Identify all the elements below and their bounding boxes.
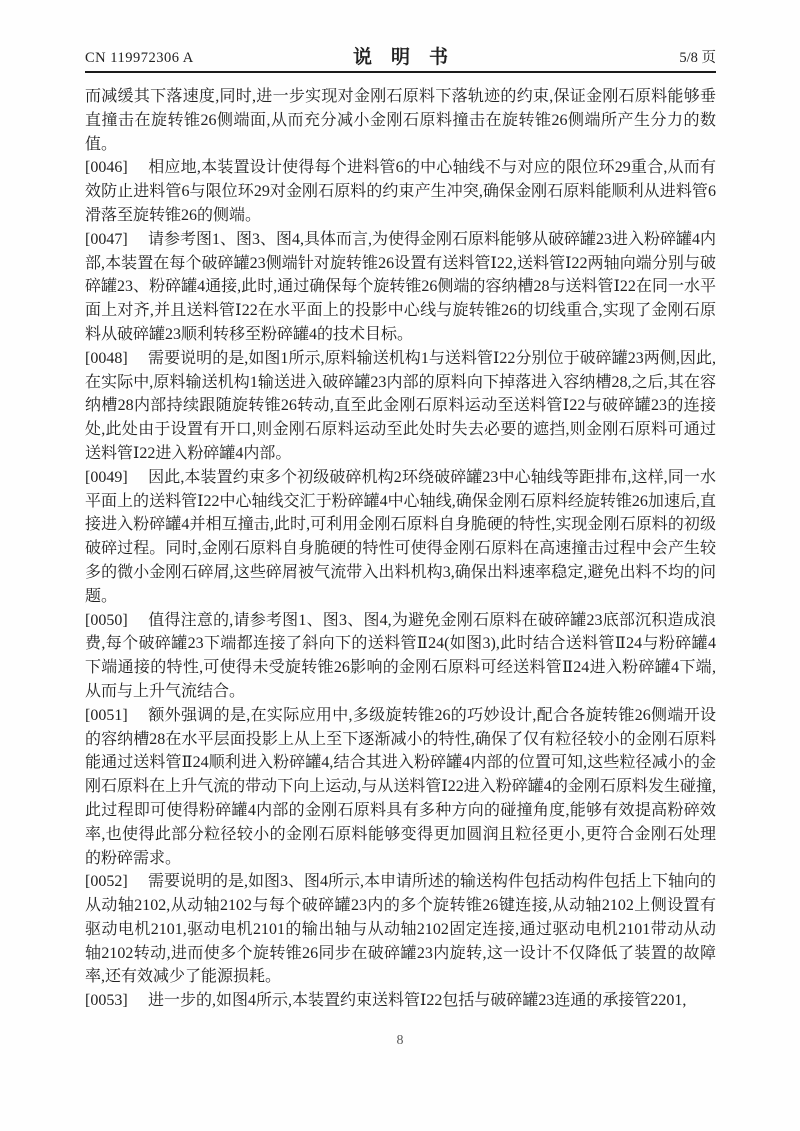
document-title: 说 明 书 [352,47,449,68]
paragraph-0053 [85,989,716,1013]
para-text: 需要说明的是,如图1所示,原料输送机构1与送料管Ⅰ22分别位于破碎罐23两侧,因此,在实际中,原料输送机构1输送进入破碎罐23内部的原料向下掉落进入容纳槽28,之后,其在容纳槽28内部持续跟随旋转锥26转动,直至此金刚石原料运动至送料管Ⅰ22与破碎罐23的连接处,此处由于设置有开口,则金刚石原料运动至此处时失去必要的遮挡,则金刚石原料可通过送料管Ⅰ22进入粉碎罐4内部。 [85,349,716,462]
para-number: [0046] [85,159,128,177]
paragraph-0049 [85,466,716,609]
para-text: 需要说明的是,如图3、图4所示,本申请所述的输送构件包括动构件包括上下轴向的从动轴2102,从动轴2102与每个破碎罐23内的多个旋转锥26键连接,从动轴2102上侧设置有驱动电机2101,驱动电机2101的输出轴与从动轴2102固定连接,通过驱动电机2101带动从动轴2102转动,进而使多个旋转锥26同步在破碎罐23内旋转,这一设计不仅降低了装置的故障率,还有效减少了能源损耗。 [85,873,717,986]
page-indicator: 5/8 页 [679,50,716,66]
para-number: [0053] [85,992,128,1010]
para-number: [0052] [85,873,128,891]
paragraph-continuation [85,85,716,156]
para-number: [0051] [85,706,128,724]
para-number: [0048] [85,349,128,367]
para-number: [0047] [85,230,128,248]
para-text: 额外强调的是,在实际应用中,多级旋转锥26的巧妙设计,配合各旋转锥26侧端开设的容纳槽28在水平层面投影上从上至下逐渐减小的特性,确保了仅有粒径较小的金刚石原料能通过送料管Ⅱ24顺利进入粉碎罐4,结合其进入粉碎罐4内部的位置可知,这些粒径减小的金刚石原料在上升气流的带动下向上运动,与从送料管Ⅰ22进入粉碎罐4的金刚石原料发生碰撞,此过程即可使得粉碎罐4内部的金刚石原料具有多种方向的碰撞角度,能够有效提高粉碎效率,也使得此部分粒径较小的金刚石原料能够变得更加圆润且粒径更小,更符合金刚石处理的粉碎需求。 [85,706,716,867]
para-text: 而减缓其下落速度,同时,进一步实现对金刚石原料下落轨迹的约束,保证金刚石原料能够垂直撞击在旋转锥26侧端面,从而充分减小金刚石原料撞击在旋转锥26侧端所产生分力的数值。 [85,88,716,153]
paragraph-0050 [85,609,716,704]
para-text: 因此,本装置约束多个初级破碎机构2环绕破碎罐23中心轴线等距排布,这样,同一水平面上的送料管Ⅰ22中心轴线交汇于粉碎罐4中心轴线,确保金刚石原料经旋转锥26加速后,直接进入粉碎罐4并相互撞击,此时,可利用金刚石原料自身脆硬的特性,实现金刚石原料的初级破碎过程。同时,金刚石原料自身脆硬的特性可使得金刚石原料在高速撞击过程中会产生较多的微小金刚石碎屑,这些碎屑被气流带入出料机构3,确保出料速率稳定,避免出料不均的问题。 [85,468,716,605]
para-text: 相应地,本装置设计使得每个进料管6的中心轴线不与对应的限位环29重合,从而有效防止进料管6与限位环29对金刚石原料的约束产生冲突,确保金刚石原料能顺利从进料管6滑落至旋转锥26的侧端。 [85,159,716,224]
specification-body [85,85,716,1013]
page-header [85,42,716,70]
page-number: 8 [396,1033,404,1048]
header-rule [85,71,716,73]
paragraph-0046 [85,156,716,227]
para-text: 请参考图1、图3、图4,具体而言,为使得金刚石原料能够从破碎罐23进入粉碎罐4内部,本装置在每个破碎罐23侧端针对旋转锥26设置有送料管Ⅰ22,送料管Ⅰ22两轴向端分别与破碎罐23、粉碎罐4通接,此时,通过确保每个旋转锥26侧端的容纳槽28与送料管Ⅰ22在同一水平面上对齐,并且送料管Ⅰ22在水平面上的投影中心线与旋转锥26的切线重合,实现了金刚石原料从破碎罐23顺利转移至粉碎罐4的技术目标。 [85,230,717,343]
patent-number: CN 119972306 A [85,50,194,66]
paragraph-0052 [85,870,716,989]
para-text: 值得注意的,请参考图1、图3、图4,为避免金刚石原料在破碎罐23底部沉积造成浪费,每个破碎罐23下端都连接了斜向下的送料管Ⅱ24(如图3),此时结合送料管Ⅱ24与粉碎罐4下端通接的特性,可使得未受旋转锥26影响的金刚石原料可经送料管Ⅱ24进入粉碎罐4下端,从而与上升气流结合。 [85,611,716,700]
paragraph-0048 [85,347,716,466]
paragraph-0047 [85,228,716,347]
para-number: [0049] [85,468,128,486]
para-number: [0050] [85,611,128,629]
paragraph-0051 [85,704,716,871]
para-text: 进一步的,如图4所示,本装置约束送料管Ⅰ22包括与破碎罐23连通的承接管2201, [148,992,687,1010]
